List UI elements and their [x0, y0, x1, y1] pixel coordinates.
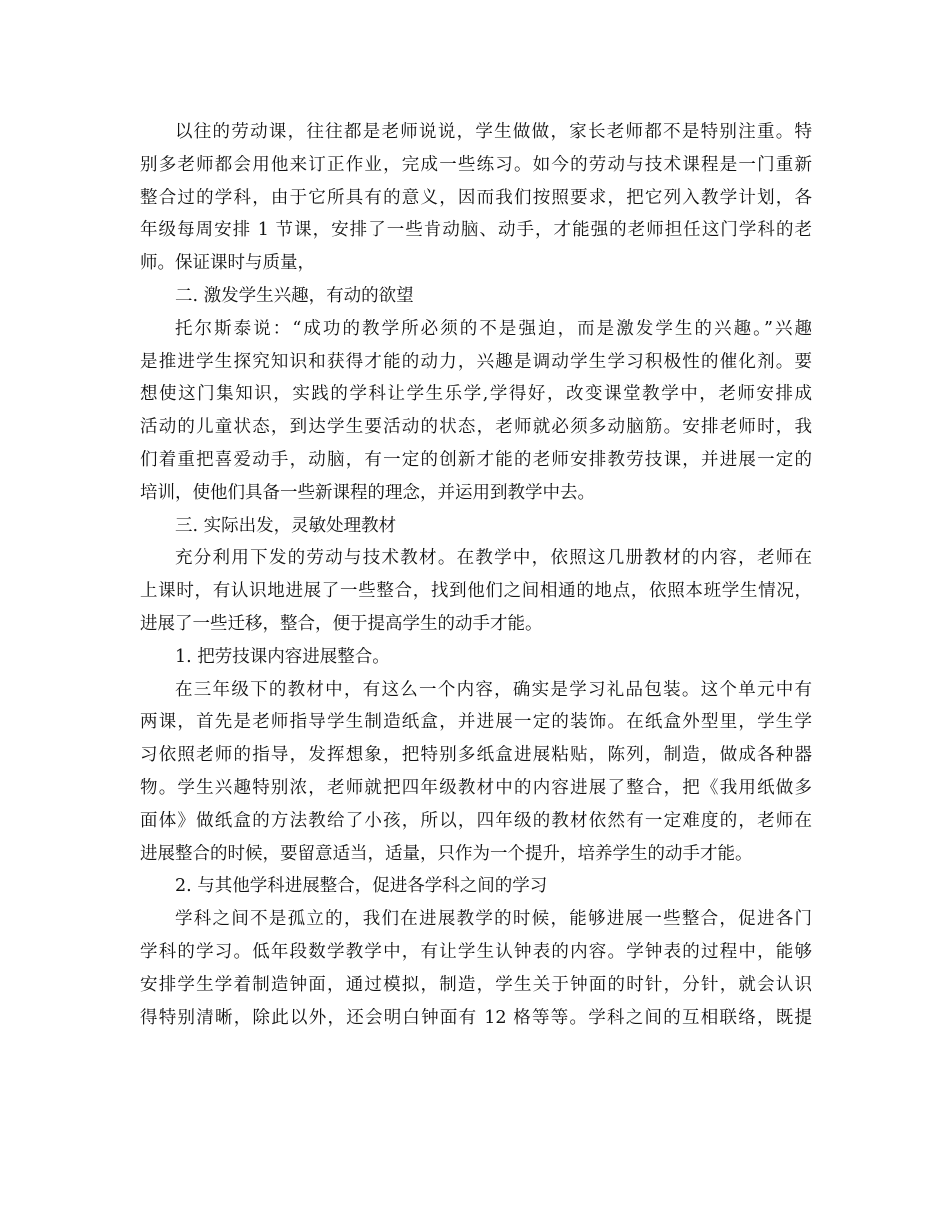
text-line: 们着重把喜爱动手，动脑，有一定的创新才能的老师安排教劳技课，并进展一定的 [140, 449, 812, 470]
text-line: 1. 把劳技课内容进展整合。 [175, 646, 390, 667]
text-line: 学科之间不是孤立的，我们在进展教学的时候，能够进展一些整合，促进各门 [175, 909, 812, 930]
text-line: 是推进学生探究知识和获得才能的动力，兴趣是调动学生学习积极性的催化剂。要 [140, 351, 812, 372]
text-line: 物。学生兴趣特别浓，老师就把四年级教材中的内容进展了整合，把《我用纸做多 [140, 777, 812, 798]
text-line: 进展了一些迁移，整合，便于提高学生的动手才能。 [140, 613, 543, 634]
text-line: 习依照老师的指导，发挥想象，把特别多纸盒进展粘贴，陈列，制造，做成各种器 [140, 745, 812, 766]
text-line: 别多老师都会用他来订正作业，完成一些练习。如今的劳动与技术课程是一门重新 [140, 154, 812, 175]
text-line: 二. 激发学生兴趣，有动的欲望 [175, 285, 414, 306]
text-line: 面体》做纸盒的方法教给了小孩，所以，四年级的教材依然有一定难度的，老师在 [140, 810, 812, 831]
text-line: 年级每周安排 1 节课，安排了一些肯动脑、动手，才能强的老师担任这门学科的老 [140, 220, 812, 241]
text-line: 在三年级下的教材中，有这么一个内容，确实是学习礼品包装。这个单元中有 [175, 679, 812, 700]
text-line: 两课，首先是老师指导学生制造纸盒，并进展一定的装饰。在纸盒外型里，学生学 [140, 712, 812, 733]
text-line: 活动的儿童状态，到达学生要活动的状态，老师就必须多动脑筋。安排老师时，我 [140, 417, 812, 438]
text-line: 师。保证课时与质量， [140, 253, 315, 274]
text-line: 充分利用下发的劳动与技术教材。在教学中，依照这几册教材的内容，老师在 [175, 548, 812, 569]
text-line: 进展整合的时候，要留意适当，适量，只作为一个提升，培养学生的动手才能。 [140, 843, 753, 864]
text-line: 整合过的学科，由于它所具有的意义，因而我们按照要求，把它列入教学计划，各 [140, 187, 812, 208]
text-line: 以往的劳动课，往往都是老师说说，学生做做，家长老师都不是特别注重。特 [175, 122, 812, 142]
text-line: 学科的学习。低年段数学教学中，有让学生认钟表的内容。学钟表的过程中，能够 [140, 941, 812, 962]
text-line: 上课时，有认识地进展了一些整合，找到他们之间相通的地点，依照本班学生情况， [140, 581, 812, 602]
text-line: 培训，使他们具备一些新课程的理念，并运用到教学中去。 [140, 482, 595, 503]
text-line: 托尔斯泰说：“成功的教学所必须的不是强迫，而是激发学生的兴趣。”兴趣 [175, 318, 812, 339]
text-line: 得特别清晰，除此以外，还会明白钟面有 12 格等等。学科之间的互相联络，既提 [140, 1007, 812, 1028]
text-line: 安排学生学着制造钟面，通过模拟，制造，学生关于钟面的时针，分针，就会认识 [140, 974, 812, 995]
text-line: 2. 与其他学科进展整合，促进各学科之间的学习 [175, 876, 548, 897]
text-line: 想使这门集知识，实践的学科让学生乐学,学得好，改变课堂教学中，老师安排成 [140, 384, 812, 405]
document-body [140, 116, 812, 1034]
text-line: 三. 实际出发，灵敏处理教材 [175, 515, 397, 536]
